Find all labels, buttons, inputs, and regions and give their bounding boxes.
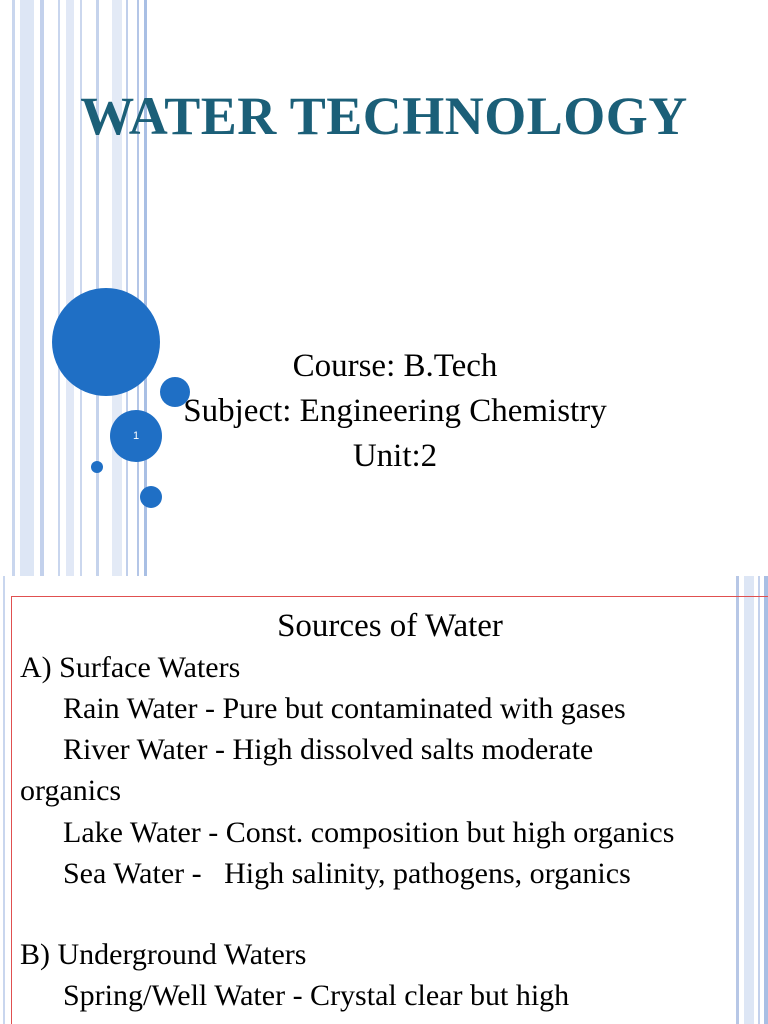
- list-item: Sea Water - High salinity, pathogens, organics: [63, 857, 631, 890]
- decor-circle-small: [140, 486, 162, 508]
- list-item: River Water - High dissolved salts moderate: [63, 733, 594, 766]
- list-item: B) Underground Waters: [20, 938, 307, 971]
- list-item: organics: [20, 774, 122, 807]
- list-item: A) Surface Waters: [20, 651, 241, 684]
- course-line: Course: B.Tech: [292, 348, 498, 384]
- list-item: Rain Water - Pure but contaminated with gases: [63, 692, 626, 725]
- decor-circle-dot: [91, 461, 103, 473]
- subject-line: Subject: Engineering Chemistry: [183, 393, 607, 429]
- list-item: Spring/Well Water - Crystal clear but high: [63, 979, 570, 1012]
- section-heading: Sources of Water: [277, 608, 503, 644]
- slide-number: 1: [132, 430, 140, 442]
- unit-line: Unit:2: [352, 438, 438, 474]
- list-item: Lake Water - Const. composition but high organics: [63, 816, 675, 849]
- content-slide: [0, 576, 768, 1024]
- slide-title: WATER TECHNOLOGY: [80, 86, 688, 146]
